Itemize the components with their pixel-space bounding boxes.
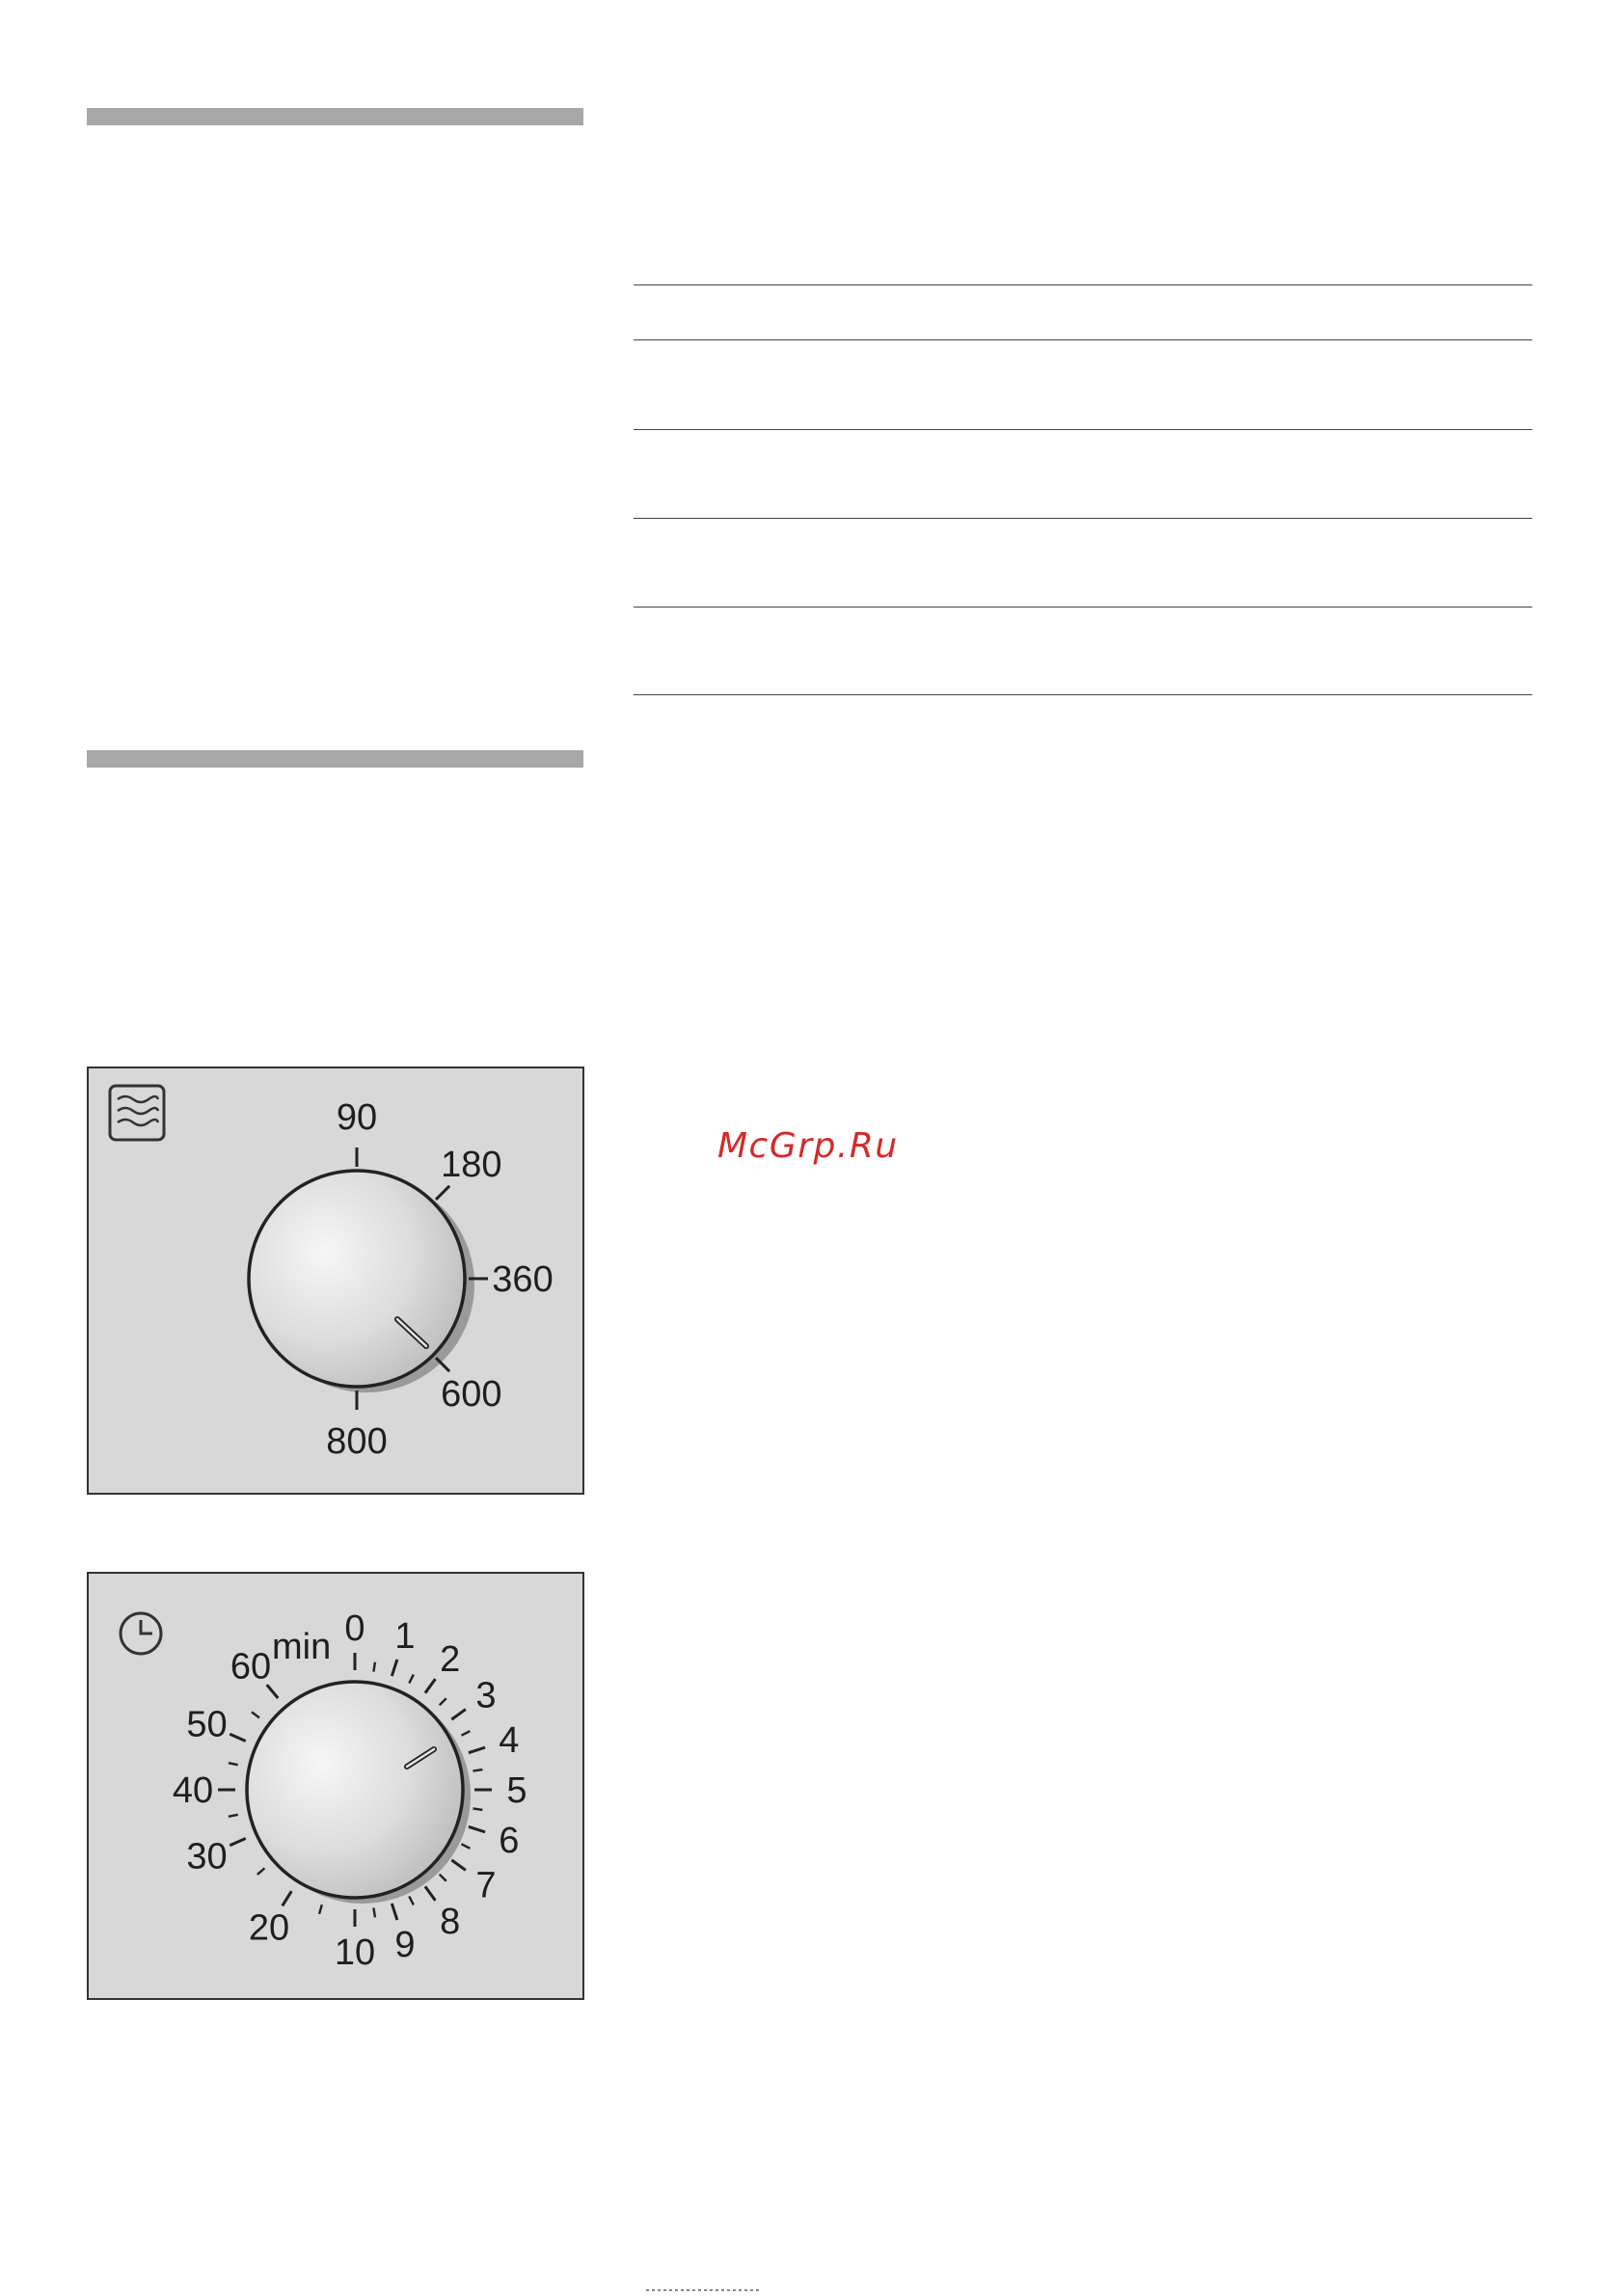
timer-tick [373,1662,375,1672]
power-dial-panel [87,1067,584,1495]
watermark: McGrp.Ru [717,1126,899,1166]
power-label: 600 [441,1373,502,1415]
timer-label: 1 [394,1616,416,1658]
timer-tick [473,1769,482,1771]
timer-tick [409,1675,414,1684]
timer-label: 40 [172,1770,214,1811]
microwave-waves-icon [110,1086,164,1140]
timer-tick [461,1731,470,1736]
table-rule [634,694,1532,695]
power-label: 180 [441,1145,502,1186]
power-label: 360 [492,1259,554,1300]
timer-label: 8 [440,1901,461,1942]
table-rule [634,339,1532,340]
timer-label: 4 [499,1720,520,1762]
timer-tick [469,1826,485,1832]
clock-icon [121,1613,161,1654]
timer-tick [319,1904,322,1914]
footer-marks [646,2289,762,2291]
timer-tick [230,1838,245,1845]
timer-label: 50 [186,1704,228,1745]
timer-label: 5 [506,1770,527,1811]
timer-tick [257,1868,265,1875]
timer-label: 20 [248,1907,290,1949]
table-rule [634,518,1532,519]
timer-tick [373,1907,375,1917]
timer-tick [392,1660,397,1676]
table-rule [634,607,1532,608]
timer-tick [283,1891,292,1905]
timer-label: 0 [344,1608,365,1649]
timer-tick [425,1886,436,1901]
timer-tick [252,1712,259,1717]
timer-label: 60 [230,1646,272,1688]
section-header-bar [87,108,583,125]
timer-unit-label: min [272,1627,332,1667]
timer-tick [229,1763,238,1765]
timer-tick [440,1875,446,1881]
timer-tick [440,1698,446,1705]
timer-tick [392,1904,397,1920]
timer-tick [461,1844,470,1849]
table-rule [634,429,1532,430]
timer-label: 10 [334,1932,376,1973]
timer-knob[interactable] [247,1682,471,1904]
power-label: 800 [326,1421,388,1462]
timer-label: 9 [394,1924,416,1965]
table-rule [634,284,1532,285]
power-tick [436,1186,449,1200]
section-header-bar [87,750,583,768]
power-knob[interactable] [249,1171,474,1392]
timer-tick [230,1734,245,1741]
timer-label: 3 [475,1675,497,1716]
timer-label: 7 [475,1865,497,1906]
timer-label: 2 [440,1639,461,1681]
timer-tick [409,1896,414,1904]
timer-tick [451,1710,466,1720]
timer-tick [473,1808,482,1810]
power-label: 90 [336,1097,378,1138]
timer-tick [469,1747,485,1753]
timer-tick [229,1815,238,1817]
timer-label: 30 [186,1836,228,1877]
timer-dial-panel [87,1572,584,2000]
timer-tick [425,1679,436,1693]
timer-label: 6 [499,1820,520,1861]
timer-tick [451,1860,466,1871]
